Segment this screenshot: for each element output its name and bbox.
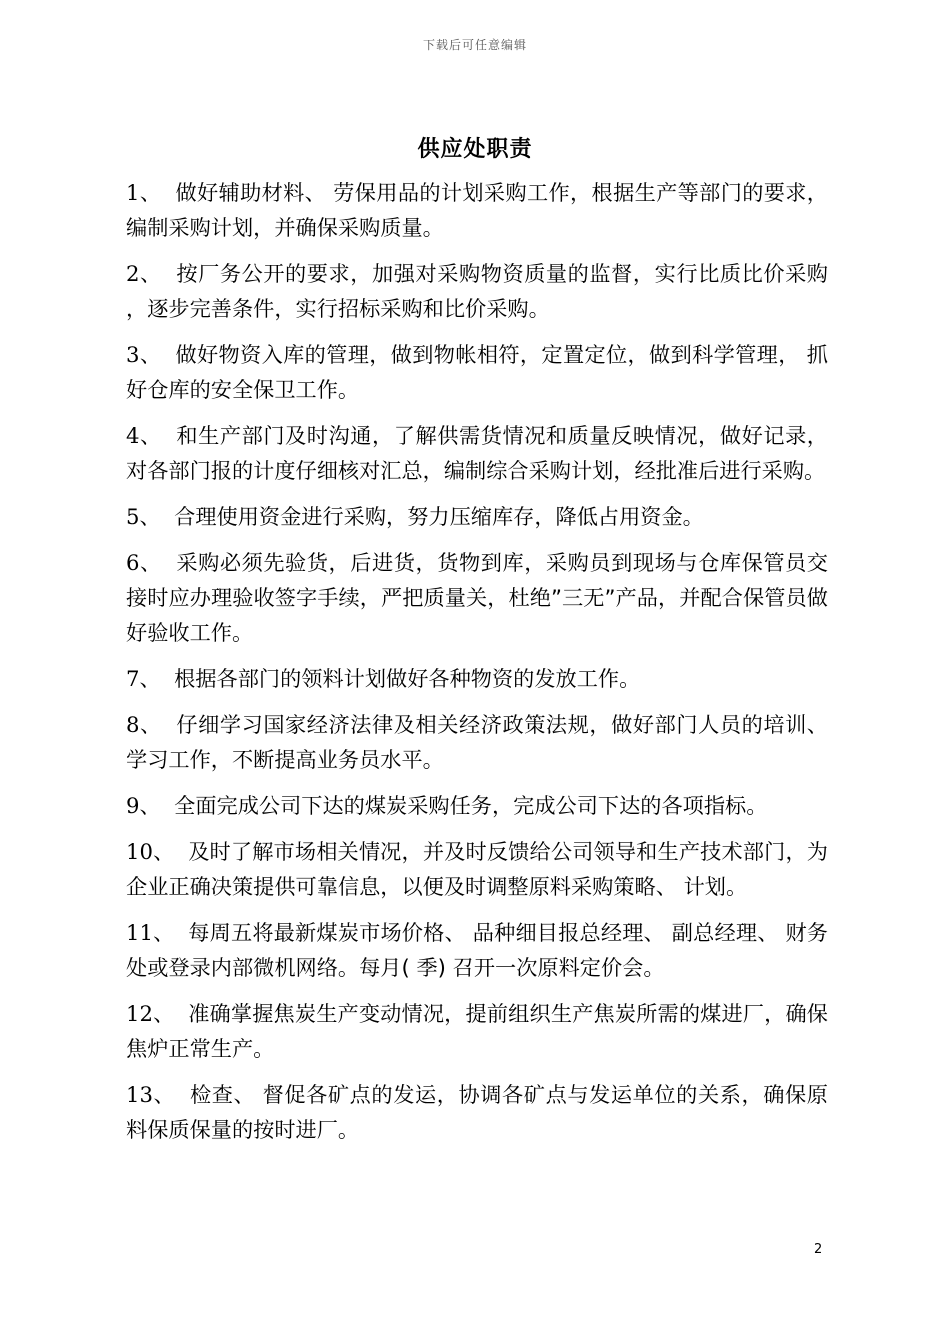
item-number: 4、 bbox=[126, 423, 177, 448]
item-number: 8、 bbox=[126, 712, 177, 737]
item-number: 7、 bbox=[126, 666, 175, 691]
item-text: 合理使用资金进行采购，努力压缩库存，降低占用资金。 bbox=[174, 504, 704, 529]
list-item bbox=[126, 545, 828, 650]
item-text: 仔细学习国家经济法律及相关经济政策法规，做好部门人员的培训、 学习工作，不断提高业务员水平。 bbox=[126, 712, 828, 772]
item-number: 6、 bbox=[126, 550, 177, 575]
item-number: 3、 bbox=[126, 342, 176, 367]
item-text: 和生产部门及时沟通，了解供需货情况和质量反映情况，做好记录，对各部门报的计度仔细核对汇总，编制综合采购计划，经批准后进行采购。 bbox=[126, 423, 828, 483]
duty-list bbox=[126, 175, 828, 1158]
list-item bbox=[126, 996, 828, 1066]
list-item bbox=[126, 499, 828, 534]
header-note: 下载后可任意编辑 bbox=[422, 38, 527, 52]
item-number: 2、 bbox=[126, 261, 177, 286]
item-number: 12、 bbox=[126, 1001, 189, 1026]
list-item bbox=[126, 256, 828, 326]
item-number: 11、 bbox=[126, 920, 189, 945]
item-text: 全面完成公司下达的煤炭采购任务，完成公司下达的各项指标。 bbox=[174, 793, 768, 818]
item-text: 及时了解市场相关情况，并及时反馈给公司领导和生产技术部门，为企业正确决策提供可靠信息，以便及时调整原料采购策略、 计划。 bbox=[126, 839, 828, 899]
list-item bbox=[126, 661, 828, 696]
item-text: 按厂务公开的要求，加强对采购物资质量的监督，实行比质比价采购，逐步完善条件，实行招标采购和比价采购。 bbox=[126, 261, 828, 321]
page-number: 2 bbox=[814, 1242, 823, 1257]
item-number: 5、 bbox=[126, 504, 175, 529]
item-text: 做好物资入库的管理，做到物帐相符，定置定位，做到科学管理， 抓好仓库的安全保卫工作。 bbox=[126, 342, 828, 402]
list-item bbox=[126, 788, 828, 823]
list-item bbox=[126, 707, 828, 777]
list-item bbox=[126, 834, 828, 904]
item-text: 根据各部门的领料计划做好各种物资的发放工作。 bbox=[174, 666, 641, 691]
item-text: 采购必须先验货，后进货，货物到库，采购员到现场与仓库保管员交接时应办理验收签字手续，严把质量关，杜绝”三无”产品，并配合保管员做好验收工作。 bbox=[126, 550, 828, 645]
item-text: 准确掌握焦炭生产变动情况，提前组织生产焦炭所需的煤进厂，确保焦炉正常生产。 bbox=[126, 1001, 828, 1061]
item-number: 10、 bbox=[126, 839, 189, 864]
item-number: 1、 bbox=[126, 180, 176, 205]
item-text: 做好辅助材料、 劳保用品的计划采购工作，根据生产等部门的要求，编制采购计划，并确保采购质量。 bbox=[126, 180, 828, 240]
list-item bbox=[126, 915, 828, 985]
item-number: 13、 bbox=[126, 1082, 190, 1107]
list-item bbox=[126, 337, 828, 407]
page-title: 供应处职责 bbox=[417, 137, 533, 162]
item-number: 9、 bbox=[126, 793, 175, 818]
list-item bbox=[126, 1077, 828, 1147]
list-item bbox=[126, 175, 828, 245]
item-text: 每周五将最新煤炭市场价格、 品种细目报总经理、 副总经理、 财务处或登录内部微机网络。每月( 季) 召开一次原料定价会。 bbox=[126, 920, 828, 980]
list-item bbox=[126, 418, 828, 488]
item-text: 检查、 督促各矿点的发运，协调各矿点与发运单位的关系，确保原料保质保量的按时进厂。 bbox=[126, 1082, 828, 1142]
